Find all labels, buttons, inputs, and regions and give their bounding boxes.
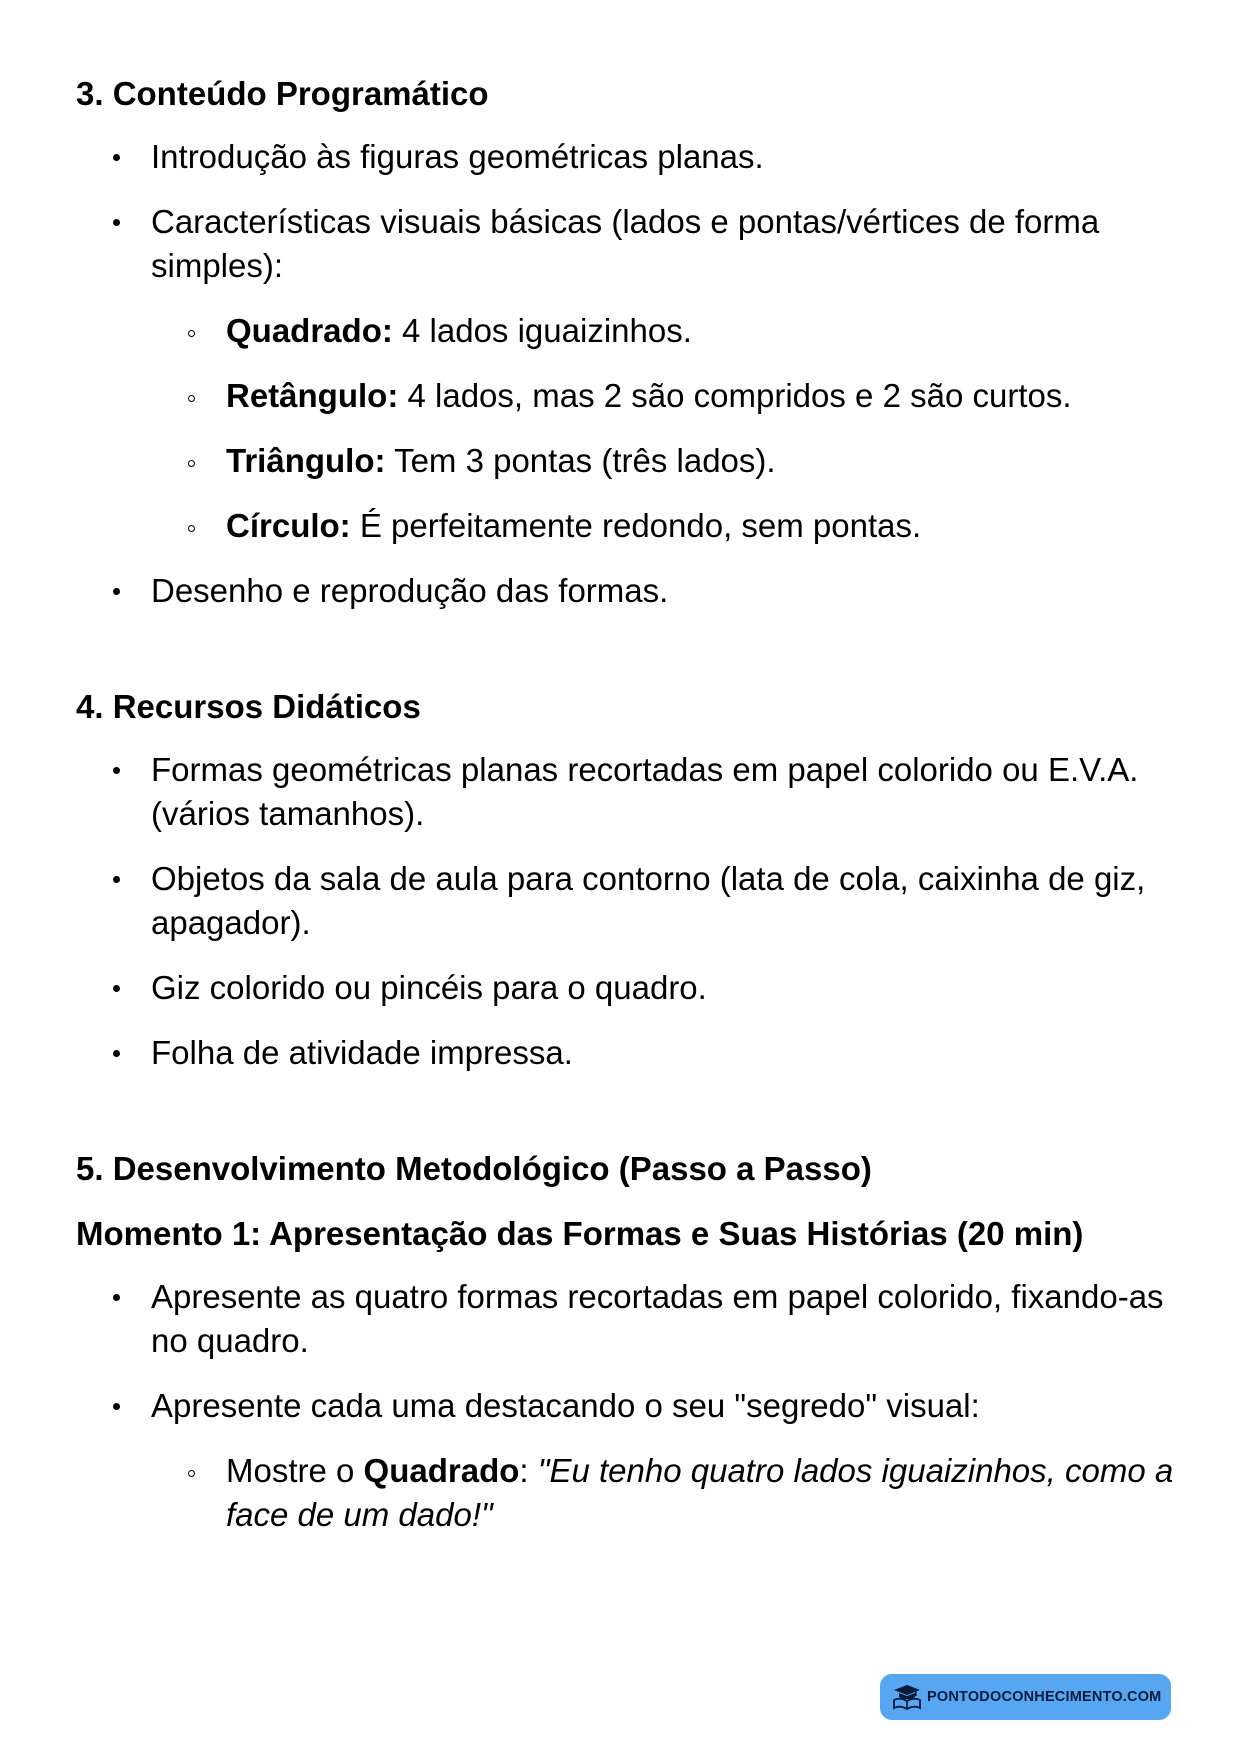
bullet-icon [113,985,120,992]
list-item-text: Características visuais básicas (lados e pontas/vértices de forma simples): [151,203,1100,284]
bullet-icon [113,588,120,595]
shape-description: 4 lados iguaizinhos. [392,312,692,349]
document-page [76,70,1176,1537]
section-4-heading: 4. Recursos Didáticos [76,688,421,725]
bullet-icon [113,219,120,226]
shape-description: Tem 3 pontas (três lados). [385,442,776,479]
section-4-list [76,748,1176,1075]
shape-term: Retângulo: [226,377,399,414]
list-item [76,200,1176,548]
list-item-text: Giz colorido ou pincéis para o quadro. [151,969,707,1006]
sublist-item [151,374,1176,418]
list-item [76,135,1176,179]
list-item [76,1275,1176,1363]
shape-description: 4 lados, mas 2 são compridos e 2 são curtos. [398,377,1072,414]
sublist-item [151,1449,1176,1537]
section-5-heading: 5. Desenvolvimento Metodológico (Passo a Passo) [76,1150,872,1187]
list-item-text: Introdução às figuras geométricas planas. [151,138,764,175]
list-item [76,748,1176,836]
site-logo[interactable] [880,1674,1171,1720]
bullet-icon [113,1294,120,1301]
moment-1-heading: Momento 1: Apresentação das Formas e Suas Histórias (20 min) [76,1215,1084,1252]
bullet-icon [113,876,120,883]
list-item [76,569,1176,613]
list-item-text: Desenho e reprodução das formas. [151,572,669,609]
graduation-book-icon [892,1684,922,1710]
list-item [76,1384,1176,1537]
bullet-icon [113,1050,120,1057]
bullet-icon [113,1403,120,1410]
sublist-prefix: Mostre o [226,1452,364,1489]
section-5-list [76,1275,1176,1537]
shape-quote: "Eu tenho quatro lados iguaizinhos, como a face de um dado!" [226,1452,1174,1533]
bullet-icon [113,767,120,774]
shapes-sublist [151,309,1176,548]
presentation-sublist [151,1449,1176,1537]
list-item [76,1031,1176,1075]
sublist-colon: : [519,1452,538,1489]
section-3-list [76,135,1176,613]
hollow-bullet-icon [188,330,195,337]
logo-text: PONTODOCONHECIMENTO.COM [927,1689,1162,1705]
shape-description: É perfeitamente redondo, sem pontas. [350,507,922,544]
hollow-bullet-icon [188,525,195,532]
hollow-bullet-icon [188,1470,195,1477]
hollow-bullet-icon [188,395,195,402]
list-item-text: Apresente cada uma destacando o seu "segredo" visual: [151,1387,980,1424]
shape-term: Triângulo: [226,442,386,479]
section-3-heading: 3. Conteúdo Programático [76,75,489,112]
list-item [76,857,1176,945]
sublist-item [151,504,1176,548]
list-item-text: Folha de atividade impressa. [151,1034,573,1071]
bullet-icon [113,154,120,161]
list-item-text: Objetos da sala de aula para contorno (lata de cola, caixinha de giz, apagador). [151,860,1146,941]
sublist-item [151,309,1176,353]
list-item-text: Apresente as quatro formas recortadas em papel colorido, fixando-as no quadro. [151,1278,1164,1359]
shape-term: Quadrado [363,1452,520,1489]
shape-term: Quadrado: [226,312,393,349]
hollow-bullet-icon [188,460,195,467]
sublist-item [151,439,1176,483]
list-item [76,966,1176,1010]
shape-term: Círculo: [226,507,351,544]
list-item-text: Formas geométricas planas recortadas em papel colorido ou E.V.A. (vários tamanhos). [151,751,1139,832]
